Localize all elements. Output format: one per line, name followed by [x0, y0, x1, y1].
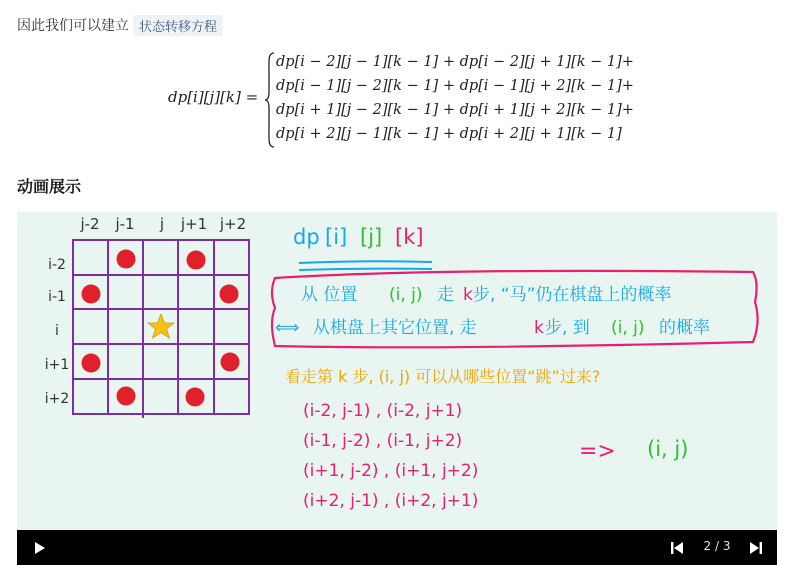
row-label: i-2	[48, 257, 66, 273]
position-dot	[82, 285, 101, 304]
col-label: j	[159, 215, 165, 233]
heading-dp: dp	[293, 225, 320, 249]
col-label: j+1	[180, 215, 208, 233]
formula-row: dp[i + 1][j − 2][k − 1] + dp[i + 1][j + 2][k − 1]+	[276, 102, 634, 118]
slide-canvas	[17, 212, 777, 530]
row-label: i+1	[44, 357, 70, 373]
row-label: i-1	[48, 289, 66, 305]
position-dot	[82, 354, 101, 373]
box-line2-k: k	[534, 318, 544, 338]
intro-line	[17, 14, 223, 36]
position-dot	[220, 285, 239, 304]
section-title: 动画展示	[17, 177, 82, 196]
intro-text: 因此我们可以建立	[17, 18, 129, 34]
box-line1-prefix: 从 位置	[301, 285, 358, 305]
heading-j: [j]	[360, 225, 383, 249]
row-label: i+2	[44, 391, 70, 407]
result-arrow: =>	[579, 439, 616, 464]
box-line2-ij: (i, j)	[611, 318, 645, 338]
position-pair: (i-1, j-2) , (i-1, j+2)	[303, 431, 463, 451]
next-slide-icon[interactable]	[748, 540, 764, 556]
slideshow-player	[17, 212, 777, 565]
play-icon[interactable]	[31, 540, 47, 556]
col-label: j+2	[219, 215, 247, 233]
player-controls	[17, 530, 777, 565]
col-label: j-2	[80, 215, 100, 233]
formula-left-brace-icon	[264, 52, 276, 148]
previous-slide-icon[interactable]	[669, 540, 685, 556]
question-text: 看走第 k 步, (i, j) 可以从哪些位置“跳”过来?	[285, 367, 601, 386]
position-dot	[221, 353, 240, 372]
box-line1-k: k	[463, 285, 473, 305]
formula-lhs: dp[i][j][k] =	[168, 88, 259, 106]
box-line1-ij: (i, j)	[389, 285, 423, 305]
heading-k: [k]	[395, 225, 424, 249]
col-label: j-1	[115, 215, 135, 233]
position-dot	[187, 251, 206, 270]
heading-underline	[299, 261, 432, 270]
heading-i: [i]	[325, 225, 348, 249]
box-line2-prefix: 从棋盘上其它位置, 走	[313, 318, 477, 338]
formula-row: dp[i − 1][j − 2][k − 1] + dp[i − 1][j + 2][k − 1]+	[276, 78, 634, 94]
position-dot	[186, 388, 205, 407]
slide-drawing	[17, 212, 777, 530]
transition-formula	[168, 48, 638, 148]
result-position: (i, j)	[647, 437, 689, 461]
row-label: i	[55, 323, 59, 339]
position-dot	[117, 387, 136, 406]
box-line2-arrow: ⟺	[275, 318, 300, 338]
box-line1-suffix: 步, “马”仍在棋盘上的概率	[473, 285, 672, 305]
formula-row: dp[i − 2][j − 1][k − 1] + dp[i − 2][j + 1][k − 1]+	[276, 54, 634, 70]
formula-row: dp[i + 2][j − 1][k − 1] + dp[i + 2][j + 1][k − 1]	[276, 126, 622, 142]
position-pair: (i+1, j-2) , (i+1, j+2)	[303, 461, 479, 481]
inline-code-tag: 状态转移方程	[133, 15, 223, 36]
box-line2-suffix: 的概率	[659, 318, 710, 338]
box-line2-mid: 步, 到	[545, 318, 590, 338]
box-line1-mid: 走	[437, 285, 454, 305]
star-icon	[148, 314, 174, 338]
formula-rows	[276, 50, 634, 146]
slide-counter: 2 / 3	[703, 539, 731, 553]
position-pair: (i+2, j-1) , (i+2, j+1)	[303, 491, 479, 511]
position-dot	[117, 250, 136, 269]
position-pair: (i-2, j-1) , (i-2, j+1)	[303, 401, 463, 421]
